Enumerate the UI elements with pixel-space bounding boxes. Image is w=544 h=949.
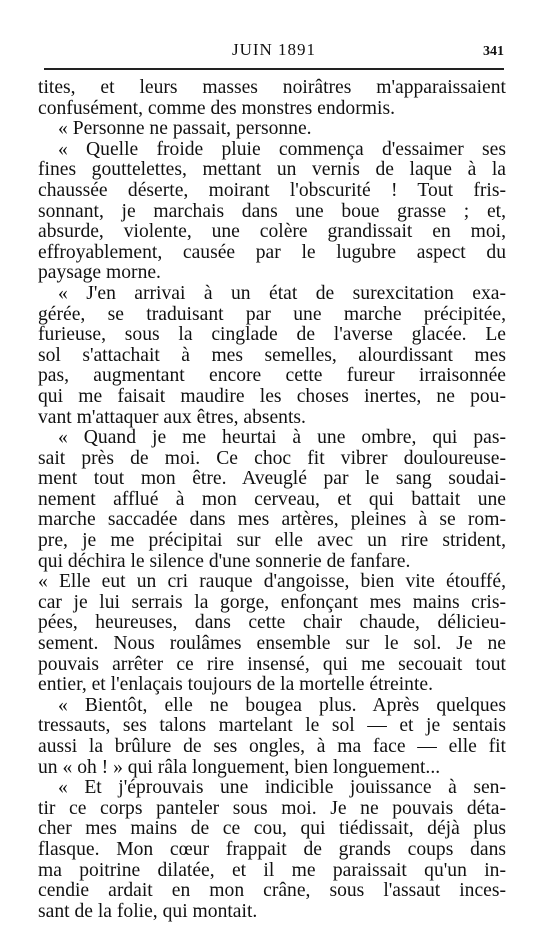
text-line: vant m'attaquer aux êtres, absents. [38, 407, 306, 428]
text-line: « J'en arrivai à un état de surexcitation exa- [58, 283, 506, 304]
text-line: « Bientôt, elle ne bougea plus. Après quelques [58, 695, 506, 716]
text-line: tressauts, ses talons martelant le sol — et je sentais [38, 716, 506, 737]
text-line: « Et j'éprouvais une indicible jouissance à sen- [58, 778, 506, 799]
text-line: ment tout mon être. Aveuglé par le sang soudai- [38, 469, 506, 490]
text-line: absurde, violente, une colère grandissait en moi, [38, 222, 506, 243]
text-line: pre, je me précipitai sur elle avec un rire strident, [38, 531, 506, 552]
text-line: flasque. Mon cœur frappait de grands coups dans [38, 839, 506, 860]
text-line: tites, et leurs masses noirâtres m'apparaissaient [38, 78, 506, 98]
text-line: marche saccadée dans mes artères, pleines à se rom- [38, 510, 506, 531]
text-line: entier, et l'enlaçais toujours de la mortelle étreinte. [38, 675, 434, 696]
text-line: chaussée déserte, moirant l'obscurité ! Tout fris- [38, 180, 506, 201]
running-title: JUIN 1891 [231, 40, 317, 59]
running-head [44, 40, 504, 66]
text-line: cendie ardait en mon crâne, sous l'assaut inces- [38, 881, 506, 902]
text-line: car je lui serrais la gorge, enfonçant mes mains cris- [38, 592, 506, 613]
text-line: sement. Nous roulâmes ensemble sur le sol. Je ne [38, 634, 506, 655]
text-line: ma poitrine dilatée, et il me paraissait qu'un in- [38, 860, 506, 881]
text-line: « Elle eut un cri rauque d'angoisse, bien vite étouffé, [38, 572, 506, 593]
text-line: sonnant, je marchais dans une boue grasse ; et, [38, 201, 506, 222]
text-line: confusément, comme des monstres endormis. [38, 98, 395, 119]
text-line: fines gouttelettes, mettant un vernis de laque à la [38, 160, 506, 181]
text-line: pas, augmentant encore cette fureur irraisonnée [38, 366, 506, 387]
page-number: 341 [483, 44, 504, 59]
text-line: cher mes mains de ce cou, qui tiédissait, déjà plus [38, 819, 506, 840]
text-line: aussi la brûlure de ses ongles, à ma face — elle fit [38, 737, 506, 757]
text-line: paysage morne. [38, 263, 161, 284]
text-line: nement afflué à mon cerveau, et qui battait une [38, 489, 506, 510]
text-line: furieuse, sous la cinglade de l'averse glacée. Le [38, 325, 506, 346]
text-line: tir ce corps panteler sous moi. Je ne pouvais déta- [38, 798, 506, 819]
text-line: un « oh ! » qui râla longuement, bien longuement... [38, 757, 441, 778]
text-line: sait près de moi. Ce choc fit vibrer douloureuse- [38, 448, 506, 469]
text-line: sol s'attachait à mes semelles, alourdissant mes [38, 345, 506, 366]
text-line: gérée, se traduisant par une marche précipitée, [38, 304, 506, 325]
text-line: qui déchira le silence d'une sonnerie de fanfare. [38, 551, 411, 572]
text-line: sant de la folie, qui montait. [38, 901, 258, 922]
text-line: qui me faisait maudire les choses inertes, ne pou- [38, 386, 506, 407]
text-line: pées, heureuses, dans cette chair chaude, délicieu- [38, 613, 506, 634]
text-line: pouvais arrêter ce rire insensé, qui me secouait tout [38, 654, 506, 675]
text-line: effroyablement, causée par le lugubre aspect du [38, 242, 506, 263]
text-line: « Quand je me heurtai à une ombre, qui pas- [58, 428, 506, 449]
text-line: « Quelle froide pluie commença d'essaimer ses [58, 139, 506, 160]
body-text [38, 78, 506, 922]
header-rule [44, 68, 504, 70]
text-line: « Personne ne passait, personne. [58, 119, 312, 140]
